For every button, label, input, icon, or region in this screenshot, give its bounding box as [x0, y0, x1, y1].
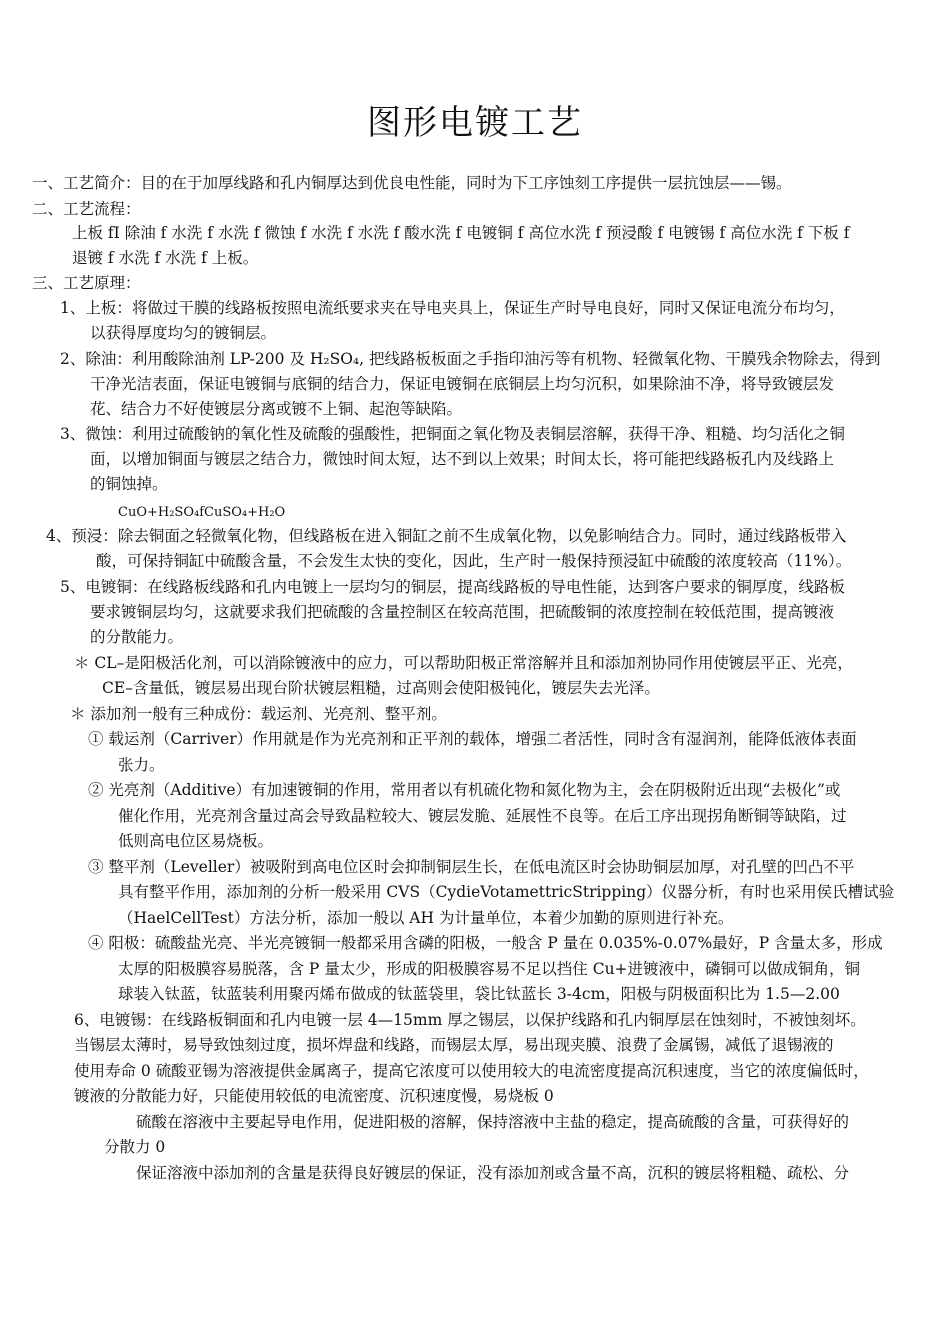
text-line: 的铜蚀掉。: [90, 475, 168, 493]
text-line: 当锡层太薄时，易导致蚀刻过度，损坏焊盘和线路，而锡层太厚，易出现夹膜、浪费了金属锡，减低了退锡液的: [74, 1036, 834, 1054]
chemical-equation: CuO+H₂SO₄fCuSO₄+H₂O: [118, 505, 286, 520]
text-line: 6、电镀锡：在线路板铜面和孔内电镀一层 4—15mm 厚之锡层，以保护线路和孔内铜厚层在蚀刻时，不被蚀刻坏。: [74, 1011, 866, 1029]
text-line: 退镀 f 水洗 f 水洗 f 上板。: [72, 249, 259, 267]
text-line: 3、微蚀：利用过硫酸钠的氧化性及硫酸的强酸性，把铜面之氧化物及表铜层溶解，获得干净、粗糙、均匀活化之铜: [60, 425, 845, 443]
text-line: 催化作用，光亮剂含量过高会导致晶粒较大、镀层发脆、延展性不良等。在后工序出现拐角断铜等缺陷，过: [118, 807, 847, 825]
text-line: 2、除油：利用酸除油剂 LP-200 及 H₂SO₄, 把线路板板面之手指印油污等有机物、轻微氧化物、干膜残余物除去，得到: [60, 350, 881, 368]
text-line: ② 光亮剂（Additive）有加速镀铜的作用，常用者以有机硫化物和氮化物为主，会在阴极附近出现“去极化”或: [88, 781, 841, 799]
text-line: 低则高电位区易烧板。: [118, 832, 274, 850]
text-line: 太厚的阳极膜容易脱落，含 P 量太少，形成的阳极膜容易不足以挡住 Cu+进镀液中，磷铜可以做成铜角，铜: [118, 960, 861, 978]
text-line: ＊ 添加剂一般有三种成份：载运剂、光亮剂、整平剂。: [70, 705, 447, 723]
text-line: 使用寿命 0 硫酸亚锡为溶液提供金属离子，提高它浓度可以使用较大的电流密度提高沉积速度，当它的浓度偏低时，: [74, 1062, 869, 1080]
text-line: 具有整平作用，添加剂的分析一般采用 CVS（CydieVotamettricStripping）仪器分析，有时也采用侯氏槽试验: [118, 883, 895, 901]
text-line: 镀液的分散能力好，只能使用较低的电流密度、沉积速度慢，易烧板 0: [74, 1087, 554, 1105]
text-line: ④ 阳极：硫酸盐光亮、半光亮镀铜一般都采用含磷的阳极，一般含 P 量在 0.035%-0.07%最好，P 含量太多，形成: [88, 934, 883, 952]
text-line: 硫酸在溶液中主要起导电作用，促进阳极的溶解，保持溶液中主盐的稳定，提高硫酸的含量，可获得好的: [136, 1113, 850, 1131]
text-line: 一、工艺简介：目的在于加厚线路和孔内铜厚达到优良电性能，同时为下工序蚀刻工序提供一层抗蚀层——锡。: [32, 174, 792, 192]
text-line: 酸，可保持铜缸中硫酸含量，不会发生太快的变化，因此，生产时一般保持预浸缸中硫酸的浓度较高（11%）。: [96, 552, 852, 570]
text-line: 1、上板：将做过干膜的线路板按照电流纸要求夹在导电夹具上，保证生产时导电良好，同时又保证电流分布均匀，: [60, 299, 845, 317]
text-line: ③ 整平剂（Leveller）被吸附到高电位区时会抑制铜层生长，在低电流区时会协助铜层加厚，对孔壁的凹凸不平: [88, 858, 855, 876]
text-line: 张力。: [118, 756, 165, 774]
text-line: ＊ CL–是阳极活化剂，可以消除镀液中的应力，可以帮助阳极正常溶解并且和添加剂协同作用使镀层平正、光亮，: [74, 654, 853, 672]
text-line: 花、结合力不好使镀层分离或镀不上铜、起泡等缺陷。: [90, 400, 463, 418]
text-line: 上板 fI 除油 f 水洗 f 水洗 f 微蚀 f 水洗 f 水洗 f 酸水洗 f 电镀铜 f 高位水洗 f 预浸酸 f 电镀锡 f 高位水洗 f 下板 f: [72, 224, 850, 242]
text-line: （HaelCellTest）方法分析，添加一般以 AH 为计量单位，本着少加勤的原则进行补充。: [118, 909, 734, 927]
text-line: 以获得厚度均匀的镀铜层。: [90, 324, 277, 342]
text-line: 二、工艺流程：: [32, 200, 141, 218]
text-line: 5、电镀铜：在线路板线路和孔内电镀上一层均匀的铜层，提高线路板的导电性能，达到客户要求的铜厚度，线路板: [60, 578, 845, 596]
text-line: 面，以增加铜面与镀层之结合力，微蚀时间太短，达不到以上效果；时间太长，将可能把线路板孔内及线路上: [90, 450, 835, 468]
text-line: 要求镀铜层均匀，这就要求我们把硫酸的含量控制区在较高范围，把硫酸铜的浓度控制在较低范围，提高镀液: [90, 603, 835, 621]
text-line: 干净光洁表面，保证电镀铜与底铜的结合力，保证电镀铜在底铜层上均匀沉积，如果除油不净，将导致镀层发: [90, 375, 835, 393]
text-line: 三、工艺原理：: [32, 274, 141, 292]
text-line: 4、预浸：除去铜面之轻微氧化物，但线路板在进入铜缸之前不生成氧化物，以免影响结合力。同时，通过线路板带入: [46, 527, 847, 545]
text-line: 分散力 0: [104, 1138, 166, 1156]
text-line: 保证溶液中添加剂的含量是获得良好镀层的保证，没有添加剂或含量不高，沉积的镀层将粗糙、疏松、分: [136, 1164, 850, 1182]
document-title: 图形电镀工艺: [367, 102, 583, 143]
text-line: CE–含量低，镀层易出现台阶状镀层粗糙，过高则会使阳极钝化，镀层失去光泽。: [102, 679, 660, 697]
text-line: ① 载运剂（Carriver）作用就是作为光亮剂和正平剂的载体，增强二者活性，同时含有湿润剂，能降低液体表面: [88, 730, 857, 748]
text-line: 球装入钛蓝，钛蓝装利用聚丙烯布做成的钛蓝袋里，袋比钛蓝长 3-4cm，阳极与阴极面积比为 1.5—2.00: [118, 985, 840, 1003]
text-line: 的分散能力。: [90, 628, 184, 646]
